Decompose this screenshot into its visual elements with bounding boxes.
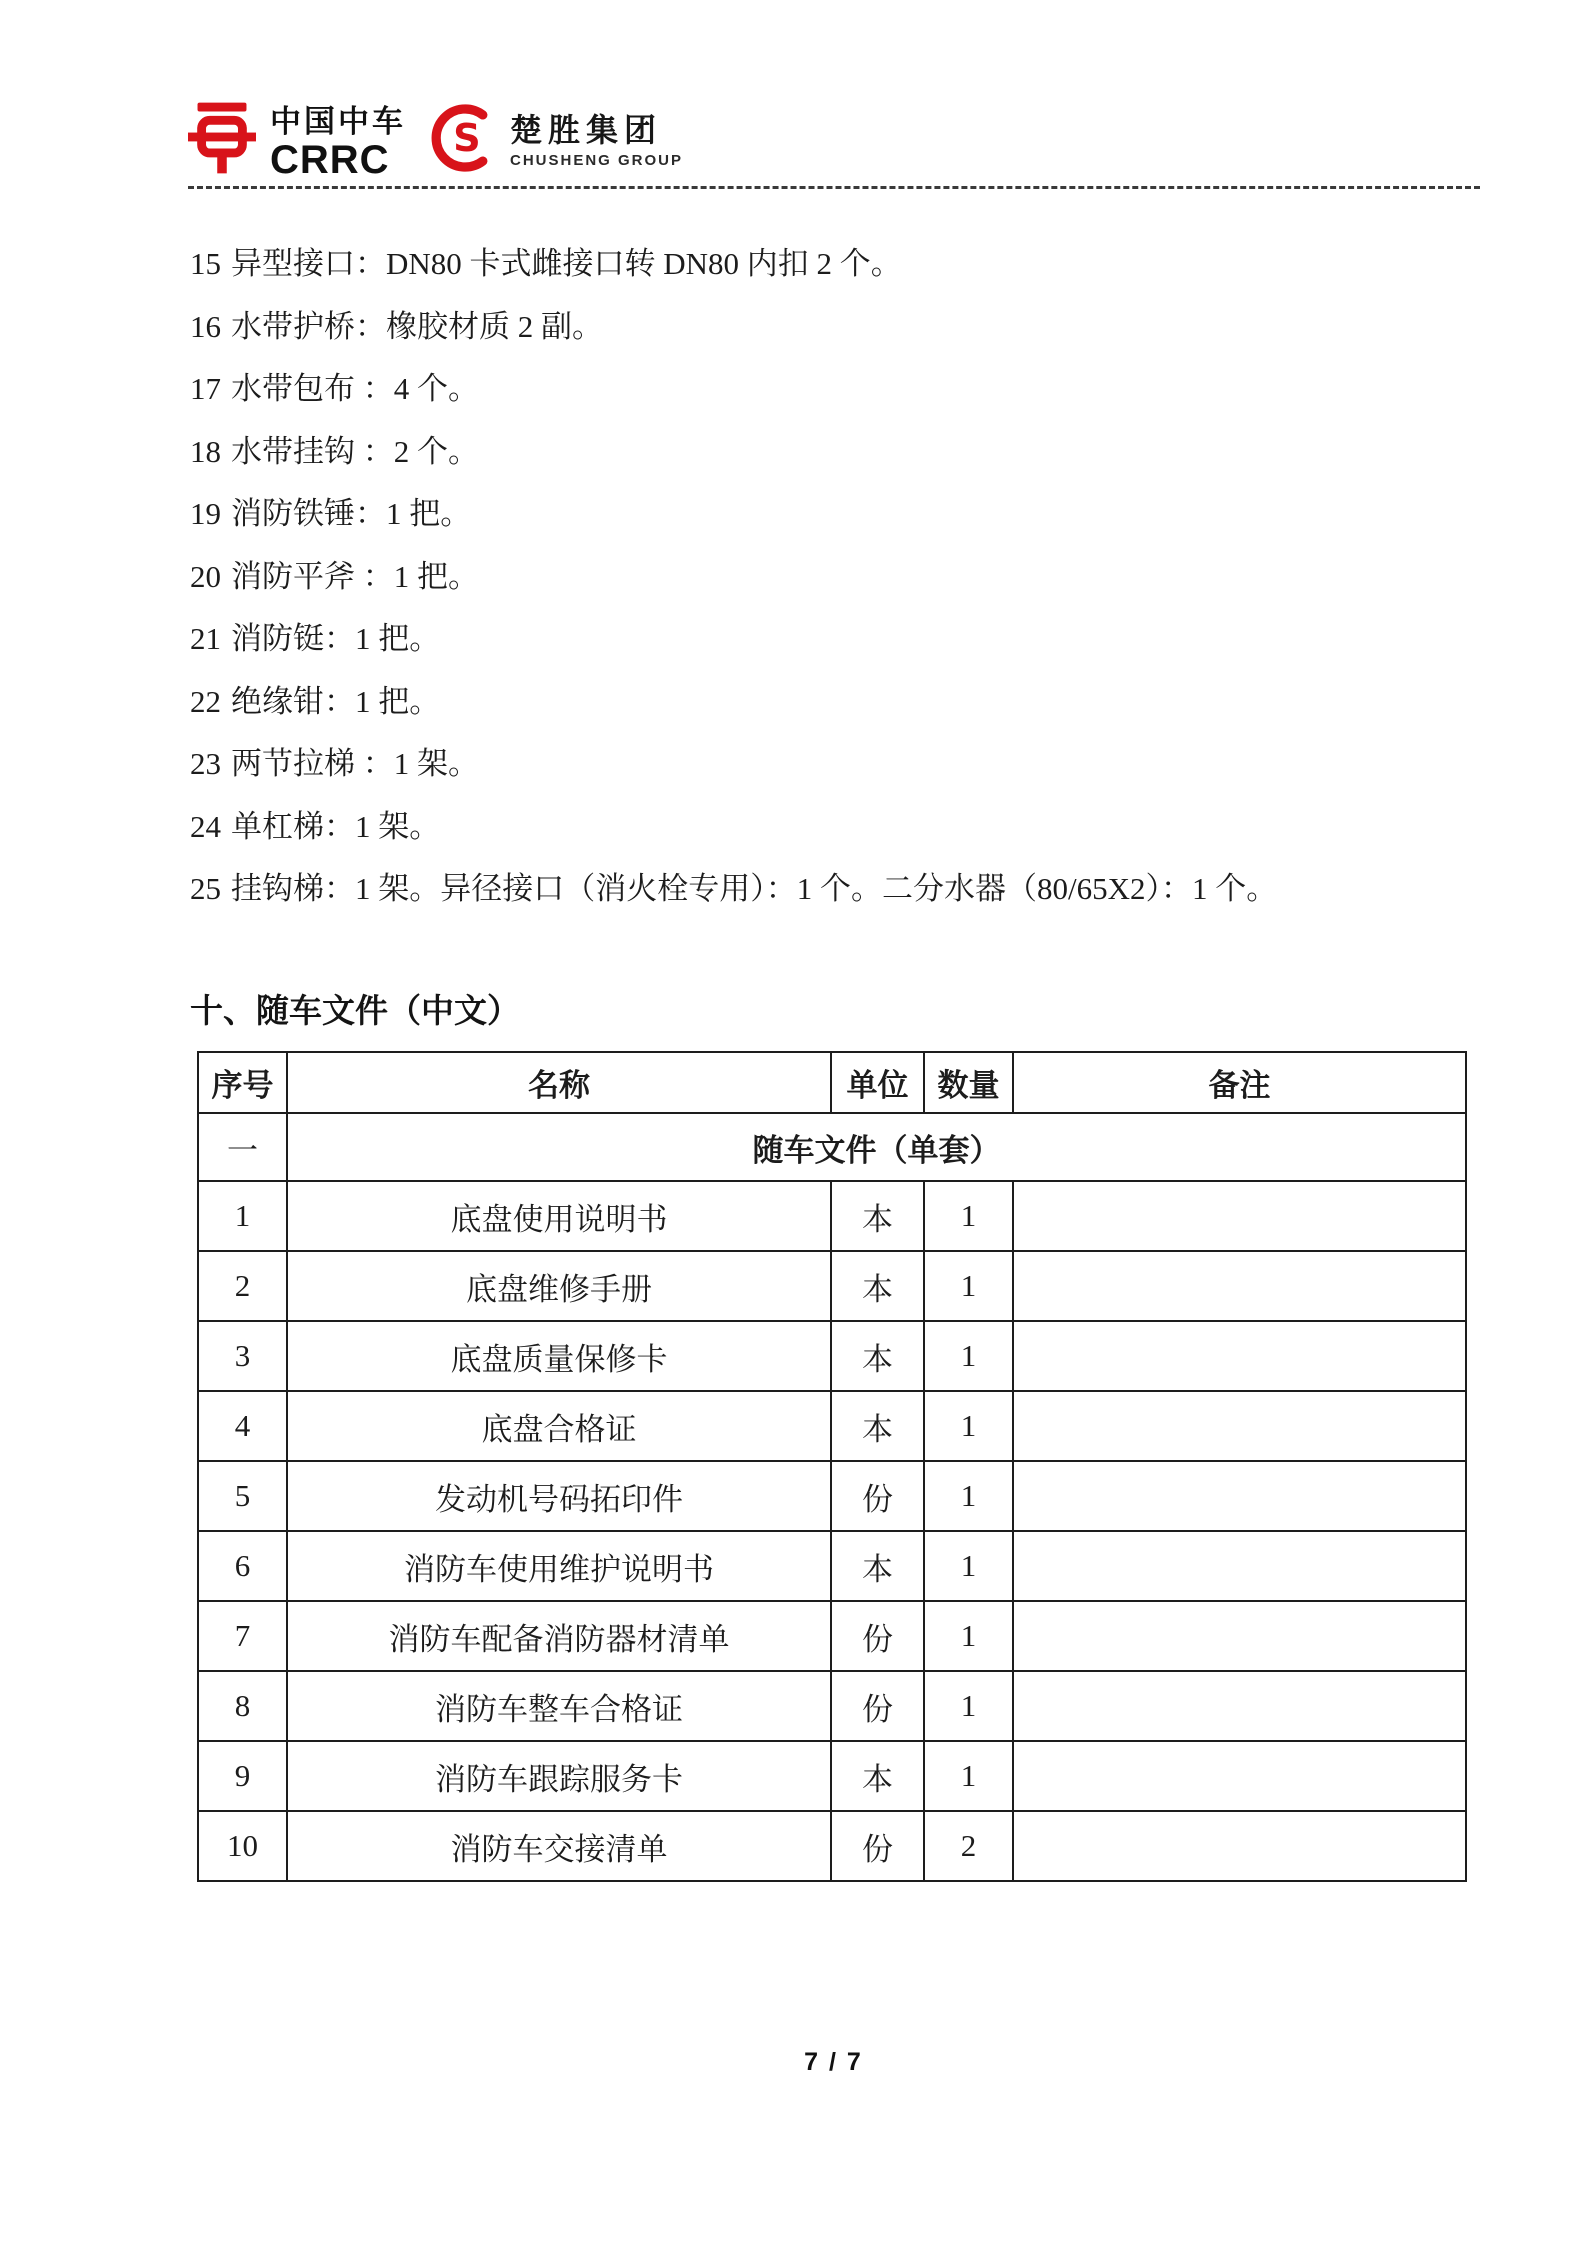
cell-qty: 1 [924, 1531, 1013, 1601]
cell-note [1013, 1321, 1466, 1391]
list-item [190, 671, 1480, 734]
col-header-name: 名称 [287, 1052, 831, 1113]
cell-index: 10 [198, 1811, 287, 1881]
table-row [198, 1461, 1466, 1531]
table-row [198, 1601, 1466, 1671]
cell-note [1013, 1741, 1466, 1811]
item-text: 消防铁锤：1 把。 [231, 496, 472, 531]
cell-unit: 份 [831, 1461, 924, 1531]
item-text: 水带包布 ：4 个。 [231, 371, 479, 406]
item-text: 消防铤：1 把。 [231, 621, 441, 656]
crrc-logo-icon [188, 100, 256, 176]
cell-name: 消防车整车合格证 [287, 1671, 831, 1741]
item-number: 22 [190, 683, 221, 719]
cell-index: 3 [198, 1321, 287, 1391]
table-group-row [198, 1113, 1466, 1181]
item-number: 21 [190, 621, 221, 656]
section-title: 十、随车文件（中文） [190, 994, 520, 1030]
chusheng-wordmark [510, 114, 683, 169]
cell-name: 底盘质量保修卡 [287, 1321, 831, 1391]
cell-index: 9 [198, 1741, 287, 1811]
item-text: 单杠梯：1 架。 [231, 808, 441, 844]
item-number: 25 [190, 871, 221, 906]
cell-qty: 1 [924, 1741, 1013, 1811]
cell-qty: 1 [924, 1321, 1013, 1391]
crrc-name-en: CRRC [270, 137, 390, 182]
list-item [190, 608, 1480, 671]
equipment-list [190, 233, 1480, 921]
col-header-unit: 单位 [831, 1052, 924, 1113]
letterhead [188, 100, 683, 180]
col-header-qty: 数量 [924, 1052, 1013, 1113]
cell-note [1013, 1811, 1466, 1881]
list-item [190, 233, 1480, 296]
cell-index: 6 [198, 1531, 287, 1601]
crrc-wordmark [270, 106, 406, 180]
chusheng-name-cn: 楚胜集团 [510, 112, 663, 148]
crrc-brand [188, 100, 406, 180]
table-header-row [198, 1052, 1466, 1113]
list-item [190, 358, 1480, 421]
cell-unit: 份 [831, 1811, 924, 1881]
table-row [198, 1741, 1466, 1811]
dotted-divider [188, 186, 1480, 189]
col-header-index: 序号 [198, 1052, 287, 1113]
item-number: 24 [190, 808, 221, 844]
cell-index: 7 [198, 1601, 287, 1671]
cell-qty: 1 [924, 1671, 1013, 1741]
svg-text:S: S [453, 116, 481, 162]
item-number: 16 [190, 308, 221, 344]
table-row [198, 1811, 1466, 1881]
item-number: 19 [190, 496, 221, 531]
item-text: 绝缘钳：1 把。 [231, 683, 441, 719]
cell-qty: 1 [924, 1181, 1013, 1251]
cell-index: 5 [198, 1461, 287, 1531]
cell-name: 消防车配备消防器材清单 [287, 1601, 831, 1671]
cell-qty: 1 [924, 1391, 1013, 1461]
item-text: 水带护桥：橡胶材质 2 副。 [231, 308, 603, 344]
documents-table [197, 1051, 1467, 1882]
list-item [190, 483, 1480, 546]
cell-name: 消防车交接清单 [287, 1811, 831, 1881]
cell-name: 消防车跟踪服务卡 [287, 1741, 831, 1811]
table-row [198, 1321, 1466, 1391]
col-header-note: 备注 [1013, 1052, 1466, 1113]
cell-unit: 本 [831, 1251, 924, 1321]
item-text: 挂钩梯：1 架。异径接口（消火栓专用）：1 个。二分水器（80/65X2）：1 个。 [231, 871, 1278, 906]
table-row [198, 1251, 1466, 1321]
table-row [198, 1181, 1466, 1251]
crrc-name-cn: 中国中车 [270, 104, 406, 139]
item-number: 17 [190, 371, 221, 406]
cell-index: 8 [198, 1671, 287, 1741]
item-number: 20 [190, 558, 221, 594]
cell-index: 一 [198, 1113, 287, 1181]
cell-note [1013, 1671, 1466, 1741]
cell-note [1013, 1461, 1466, 1531]
cell-unit: 本 [831, 1181, 924, 1251]
list-item [190, 546, 1480, 609]
item-number: 18 [190, 433, 221, 469]
cell-qty: 1 [924, 1461, 1013, 1531]
chusheng-logo-icon [430, 104, 496, 172]
cell-index: 2 [198, 1251, 287, 1321]
list-item [190, 796, 1480, 859]
cell-unit: 本 [831, 1531, 924, 1601]
item-text: 异型接口：DN80 卡式雌接口转 DN80 内扣 2 个。 [231, 246, 902, 281]
cell-name: 底盘合格证 [287, 1391, 831, 1461]
cell-name: 底盘使用说明书 [287, 1181, 831, 1251]
cell-note [1013, 1601, 1466, 1671]
cell-unit: 本 [831, 1321, 924, 1391]
cell-index: 1 [198, 1181, 287, 1251]
cell-note [1013, 1251, 1466, 1321]
list-item [190, 421, 1480, 484]
table-row [198, 1531, 1466, 1601]
cell-qty: 2 [924, 1811, 1013, 1881]
chusheng-name-en: CHUSHENG GROUP [510, 151, 684, 169]
cell-index: 4 [198, 1391, 287, 1461]
list-item [190, 733, 1480, 796]
item-text: 两节拉梯 ：1 架。 [231, 746, 479, 781]
cell-note [1013, 1181, 1466, 1251]
item-text: 消防平斧 ：1 把。 [231, 558, 479, 594]
list-item [190, 858, 1480, 921]
chusheng-brand [430, 100, 683, 172]
cell-unit: 份 [831, 1671, 924, 1741]
item-text: 水带挂钩 ：2 个。 [231, 433, 479, 469]
page-number: 7 / 7 [804, 2048, 863, 2076]
cell-name: 消防车使用维护说明书 [287, 1531, 831, 1601]
cell-qty: 1 [924, 1251, 1013, 1321]
cell-qty: 1 [924, 1601, 1013, 1671]
cell-note [1013, 1391, 1466, 1461]
cell-name: 发动机号码拓印件 [287, 1461, 831, 1531]
table-row [198, 1671, 1466, 1741]
item-number: 23 [190, 746, 221, 781]
list-item [190, 296, 1480, 359]
cell-unit: 份 [831, 1601, 924, 1671]
item-number: 15 [190, 246, 221, 281]
table-row [198, 1391, 1466, 1461]
cell-name: 底盘维修手册 [287, 1251, 831, 1321]
cell-unit: 本 [831, 1741, 924, 1811]
cell-unit: 本 [831, 1391, 924, 1461]
cell-group-name: 随车文件（单套） [287, 1113, 1466, 1181]
cell-note [1013, 1531, 1466, 1601]
